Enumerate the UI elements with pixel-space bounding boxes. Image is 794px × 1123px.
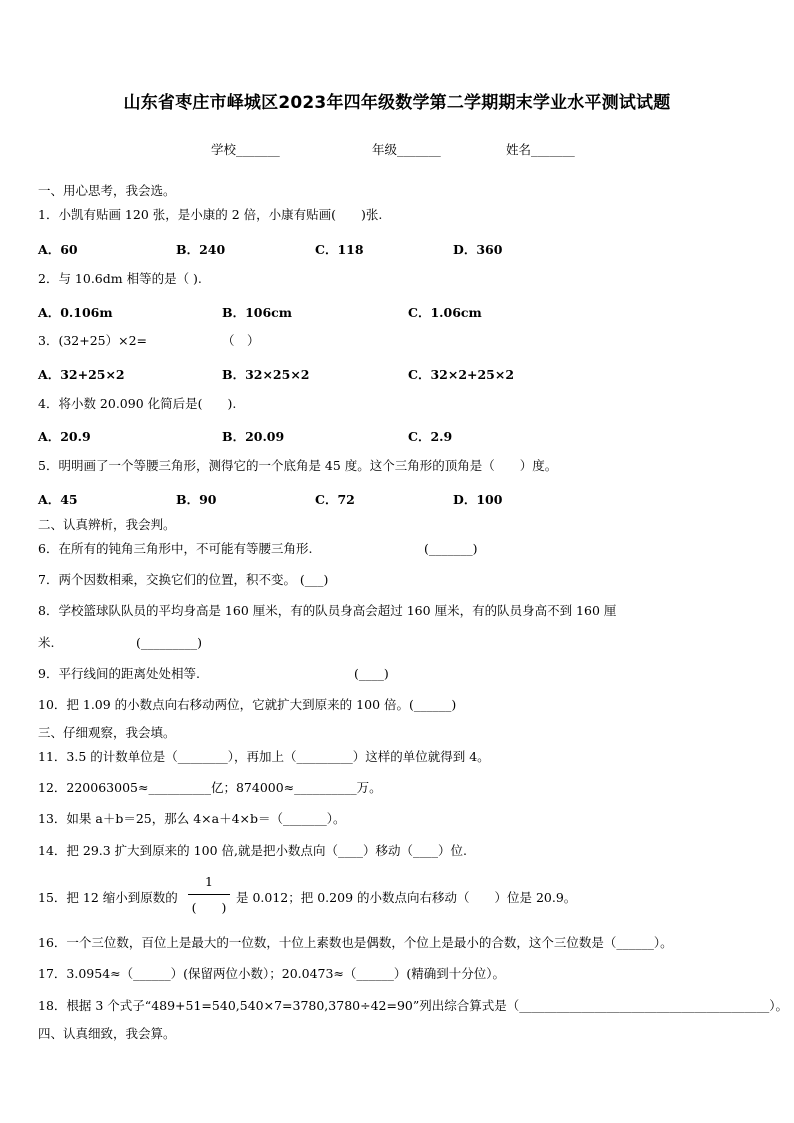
section-3-heading: 三、仔细观察，我会填。 [38,725,176,740]
q2-option-b: B．106cm [222,305,292,320]
question-15-continued: 是 0.012；把 0.209 的小数点向右移动（ ）位是 20.9。 [236,890,577,905]
question-9: 9．平行线间的距离处处相等. [38,666,200,681]
q3-option-a: A．32+25×2 [38,367,125,382]
q1-option-b: B．240 [176,242,226,257]
question-1: 1．小凯有贴画 120 张，是小康的 2 倍，小康有贴画( )张. [38,207,383,222]
question-8-continued: 米. [38,635,55,650]
question-4: 4．将小数 20.090 化简后是( ). [38,396,237,411]
question-17: 17．3.0954≈（______）(保留两位小数）；20.0473≈（______）(精确到十分位）。 [38,966,506,981]
grade-field: 年级_______ [372,142,441,157]
q1-option-c: C．118 [315,242,364,257]
section-4-heading: 四、认真细致，我会算。 [38,1026,176,1041]
q1-option-a: A．60 [38,242,78,257]
q5-option-d: D．100 [453,492,503,507]
q3-option-c: C．32×2+25×2 [408,367,515,382]
question-10: 10．把 1.09 的小数点向右移动两位，它就扩大到原来的 100 倍。(______) [38,697,457,712]
question-16: 16．一个三位数，百位上是最大的一位数，十位上素数也是偶数，个位上是最小的合数，这个三位数是（______）。 [38,935,673,950]
q1-option-d: D．360 [453,242,503,257]
question-3: 3．(32+25）×2= [38,333,148,348]
question-8: 8．学校篮球队队员的平均身高是 160 厘米，有的队员身高会超过 160 厘米，有的队员身高不到 160 厘 [38,603,617,618]
question-5: 5．明明画了一个等腰三角形，测得它的一个底角是 45 度。这个三角形的顶角是（ ）度。 [38,458,558,473]
question-14: 14．把 29.3 扩大到原来的 100 倍,就是把小数点向（____）移动（____）位. [38,843,467,858]
q3-answer-blank: （ ） [222,333,260,348]
section-2-heading: 二、认真辨析，我会判。 [38,517,176,532]
question-13: 13．如果 a＋b＝25，那么 4×a＋4×b＝（_______）。 [38,811,346,826]
q5-option-b: B．90 [176,492,217,507]
question-2: 2．与 10.6dm 相等的是（ ). [38,271,202,286]
question-12: 12．220063005≈__________亿；874000≈__________万。 [38,780,382,795]
q3-option-b: B．32×25×2 [222,367,310,382]
question-15: 15．把 12 缩小到原数的 [38,890,178,905]
q15-fraction [186,874,232,920]
q4-option-a: A．20.9 [38,429,91,444]
q5-option-c: C．72 [315,492,355,507]
question-11: 11．3.5 的计数单位是（________），再加上（_________）这样的单位就得到 4。 [38,749,490,764]
q6-answer-blank: (_______) [424,541,478,556]
q5-option-a: A．45 [38,492,78,507]
q8-answer-blank: (_________) [136,635,203,650]
q2-option-a: A．0.106m [38,305,113,320]
fraction-bar [188,894,230,895]
school-field: 学校_______ [211,142,280,157]
fraction-denominator: ( ) [191,900,227,915]
section-1-heading: 一、用心思考，我会选。 [38,183,176,198]
q4-option-b: B．20.09 [222,429,285,444]
question-6: 6．在所有的钝角三角形中，不可能有等腰三角形. [38,541,313,556]
exam-title: 山东省枣庄市峄城区2023年四年级数学第二学期期末学业水平测试试题 [123,93,671,113]
question-18: 18．根据 3 个式子“489+51=540,540×7=3780,3780÷42=90”列出综合算式是（________________________________________）。 [38,998,788,1013]
q9-answer-blank: (____) [354,666,389,681]
name-field: 姓名_______ [506,142,575,157]
q4-option-c: C．2.9 [408,429,453,444]
question-7: 7．两个因数相乘，交换它们的位置，积不变。 (___) [38,572,329,587]
q2-option-c: C．1.06cm [408,305,482,320]
fraction-numerator: 1 [205,874,213,889]
